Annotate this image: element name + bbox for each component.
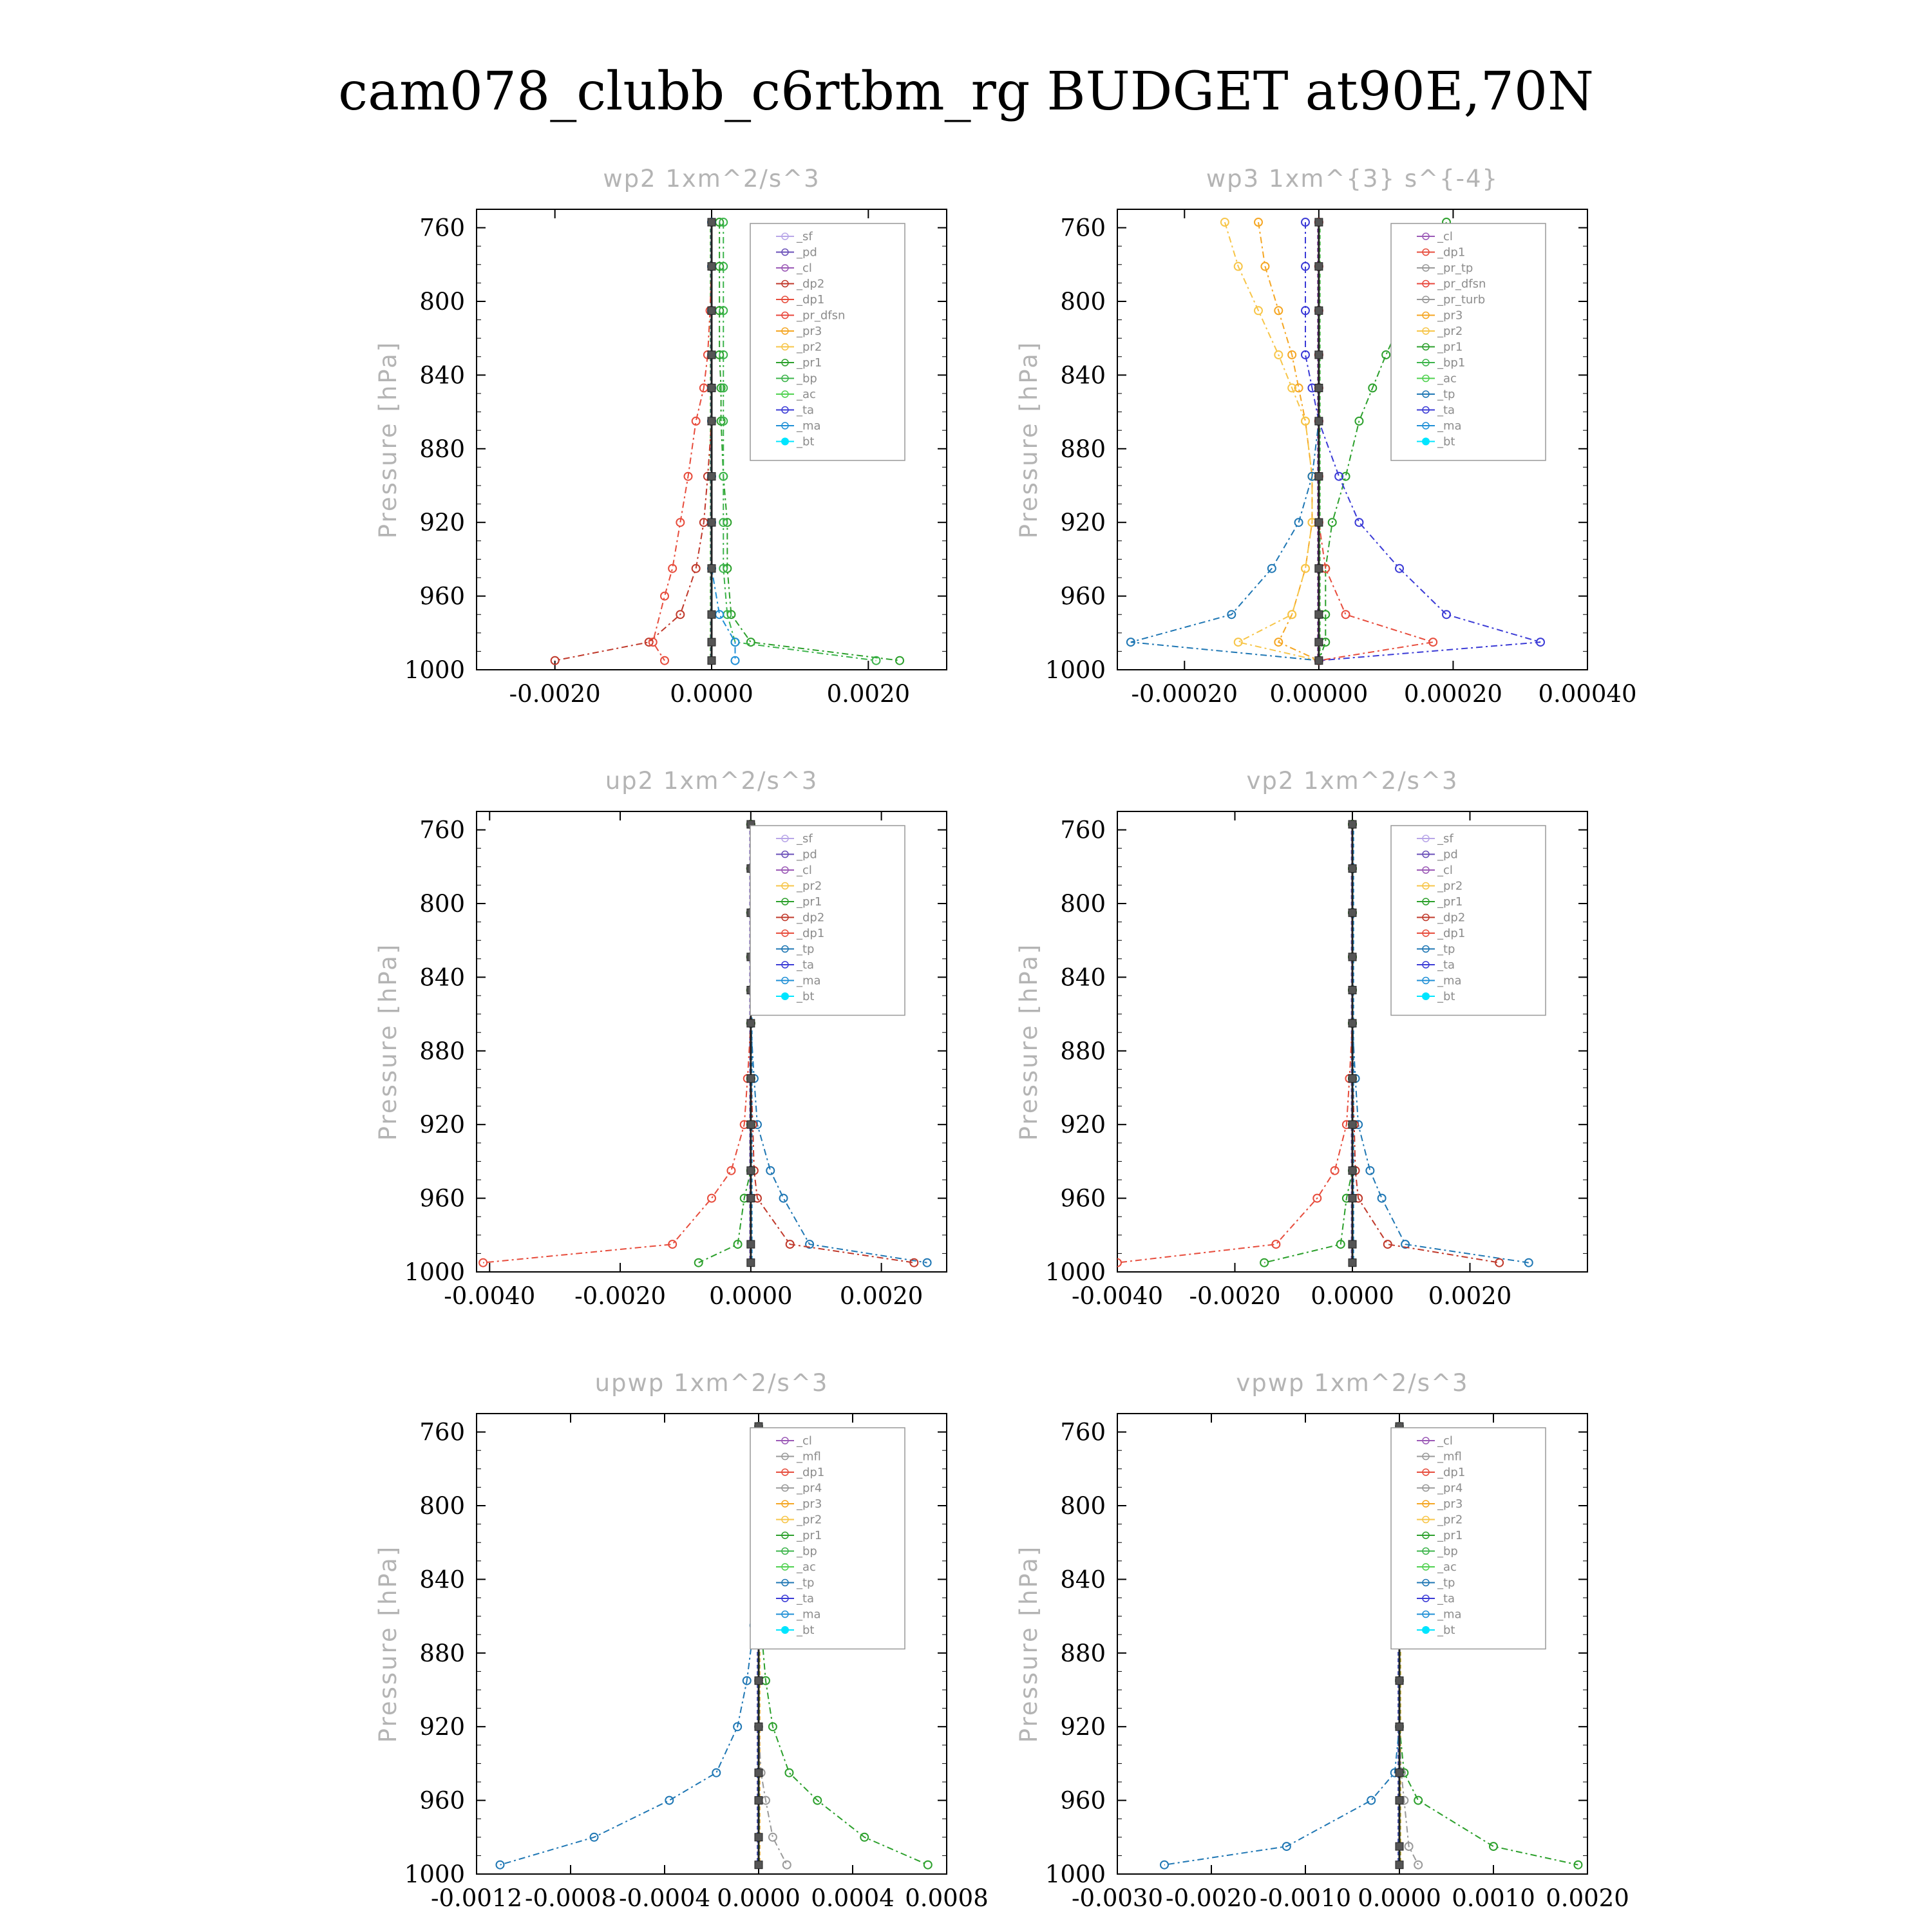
- legend-label: _bp: [1437, 1544, 1458, 1558]
- legend-label: _bt: [1437, 1624, 1455, 1637]
- legend-label: _tp: [797, 1576, 815, 1590]
- panel-3: [1015, 767, 1587, 1310]
- series-marker_tp: [1367, 1797, 1375, 1804]
- legend-label: _pr3: [797, 1497, 822, 1511]
- series-line_dp2: [555, 222, 712, 661]
- series-marker_pr1: [924, 1861, 932, 1869]
- legend-marker: [1422, 438, 1430, 446]
- y-tick-label: 760: [419, 816, 465, 844]
- series-marker_bt: [1396, 1797, 1403, 1804]
- y-tick-label: 960: [1060, 1184, 1106, 1213]
- y-tick-label: 960: [419, 582, 465, 611]
- series-marker_bt: [1396, 1861, 1403, 1869]
- y-tick-label: 960: [1060, 582, 1106, 611]
- series-marker_tp: [766, 1167, 774, 1175]
- series-marker_bt: [1315, 473, 1323, 480]
- series-marker_dp1: [1331, 1167, 1339, 1175]
- x-tick-label: -0.0010: [1260, 1884, 1351, 1912]
- series-line_tp: [1164, 1426, 1399, 1865]
- legend-label: _ta: [797, 1592, 815, 1605]
- x-tick-label: -0.0008: [525, 1884, 616, 1912]
- series-marker_bt: [708, 263, 715, 270]
- legend-label: _cl: [797, 864, 812, 877]
- y-tick-label: 800: [419, 1492, 465, 1520]
- y-tick-label: 880: [419, 435, 465, 463]
- y-axis-label: Pressure [hPa]: [374, 340, 402, 539]
- y-tick-label: 800: [1060, 288, 1106, 316]
- legend-marker: [781, 1626, 789, 1634]
- legend-label: _cl: [797, 261, 812, 275]
- legend-label: _ma: [1437, 419, 1462, 433]
- legend-label: _sf: [1437, 832, 1454, 846]
- x-tick-label: 0.0000: [1311, 1282, 1394, 1310]
- x-tick-label: 0.0010: [1452, 1884, 1535, 1912]
- y-axis-label: Pressure [hPa]: [1015, 1544, 1043, 1743]
- x-tick-label: -0.0020: [1189, 1282, 1281, 1310]
- series-marker_bt: [1396, 1842, 1403, 1850]
- y-tick-label: 880: [419, 1037, 465, 1065]
- series-marker_bt: [1349, 1259, 1356, 1267]
- series-marker_bt: [708, 473, 715, 480]
- series-line_tp: [1131, 222, 1319, 661]
- legend-box: [1391, 223, 1546, 460]
- legend-label: _tp: [1437, 1576, 1455, 1590]
- y-tick-label: 800: [419, 890, 465, 918]
- series-marker_bt: [755, 1723, 762, 1730]
- panel-title: wp3 1xm^{3} s^{-4}: [1206, 165, 1499, 193]
- legend-label: _ta: [1437, 958, 1455, 972]
- legend-label: _pr4: [797, 1481, 822, 1495]
- series-marker_bt: [1349, 1075, 1356, 1083]
- series-marker_dp1: [661, 592, 668, 600]
- legend-label: _dp1: [1437, 927, 1466, 940]
- series-marker_bt: [1315, 518, 1323, 526]
- series-marker_bt: [1315, 263, 1323, 270]
- legend-label: _pr_dfsn: [797, 308, 846, 323]
- series-marker_bt: [755, 1861, 762, 1869]
- series-line_dp1: [653, 222, 712, 661]
- legend-label: _pd: [797, 848, 817, 862]
- panel-title: wp2 1xm^2/s^3: [603, 165, 820, 193]
- legend-label: _dp2: [1437, 911, 1466, 925]
- panel-title: up2 1xm^2/s^3: [605, 767, 819, 795]
- y-tick-label: 840: [419, 963, 465, 992]
- series-marker_bt: [747, 1019, 755, 1027]
- legend-label: _ta: [1437, 1592, 1455, 1605]
- legend-marker: [781, 992, 789, 1000]
- legend-label: _dp1: [797, 293, 825, 307]
- y-tick-label: 960: [419, 1786, 465, 1815]
- series-marker_tp: [665, 1797, 673, 1804]
- series-marker_bt: [1315, 417, 1323, 425]
- series-marker_bt: [1315, 657, 1323, 665]
- legend-label: _pr3: [797, 325, 822, 338]
- legend-label: _cl: [1437, 864, 1453, 877]
- legend-label: _ac: [1437, 372, 1457, 386]
- y-tick-label: 880: [419, 1639, 465, 1667]
- x-tick-label: -0.0040: [1072, 1282, 1163, 1310]
- legend-label: _dp1: [1437, 245, 1466, 260]
- legend-label: _bp: [797, 1544, 817, 1558]
- panel-5: [1015, 1369, 1629, 1912]
- panel-0: [374, 165, 947, 708]
- x-tick-label: -0.0012: [431, 1884, 522, 1912]
- x-tick-label: -0.0020: [1166, 1884, 1257, 1912]
- series-line_tp: [500, 1426, 759, 1865]
- legend-label: _dp1: [1437, 1466, 1466, 1479]
- series-marker_bt: [1349, 820, 1356, 828]
- legend-marker: [1422, 992, 1430, 1000]
- series-marker_bt: [1315, 638, 1323, 646]
- series-line_ma: [712, 222, 735, 661]
- y-tick-label: 920: [419, 509, 465, 537]
- series-marker_bt: [747, 1259, 755, 1267]
- legend-label: _pd: [1437, 848, 1458, 862]
- y-tick-label: 920: [1060, 509, 1106, 537]
- legend-label: _ac: [797, 388, 816, 401]
- legend-marker: [1422, 1626, 1430, 1634]
- legend-label: _pr1: [797, 356, 822, 370]
- legend-label: _pd: [797, 245, 817, 260]
- series-marker_dp1: [727, 1167, 735, 1175]
- series-marker_bt: [1349, 986, 1356, 994]
- y-tick-label: 880: [1060, 1037, 1106, 1065]
- series-marker_pr4: [783, 1861, 791, 1869]
- series-marker_bt: [1349, 1121, 1356, 1128]
- legend-label: _bt: [1437, 990, 1455, 1003]
- legend-label: _pr2: [1437, 325, 1463, 338]
- legend-label: _bp1: [1437, 356, 1466, 370]
- series-marker_bt: [1396, 1769, 1403, 1777]
- series-line_pr1: [699, 824, 751, 1263]
- legend-label: _ma: [797, 1607, 821, 1622]
- legend-label: _pr3: [1437, 308, 1463, 323]
- legend-label: _ta: [1437, 403, 1455, 417]
- y-tick-label: 800: [419, 288, 465, 316]
- series-marker_bt: [1315, 218, 1323, 226]
- x-tick-label: 0.0008: [905, 1884, 989, 1912]
- legend-label: _dp1: [797, 927, 825, 940]
- series-marker_bt: [708, 307, 715, 314]
- legend-box: [750, 1428, 905, 1649]
- panel-title: vp2 1xm^2/s^3: [1246, 767, 1459, 795]
- x-tick-label: 0.0020: [826, 680, 911, 708]
- legend-box: [1391, 826, 1546, 1016]
- legend-label: _cl: [1437, 230, 1453, 243]
- series-line_dp1: [1117, 824, 1352, 1263]
- series-marker_ta: [1355, 518, 1363, 526]
- legend-label: _pr2: [797, 1513, 822, 1527]
- x-tick-label: 0.0020: [1546, 1884, 1629, 1912]
- series-marker_bt: [708, 417, 715, 425]
- series-marker_bt: [1349, 1167, 1356, 1175]
- y-tick-label: 760: [1060, 214, 1106, 242]
- series-marker_tp: [1378, 1195, 1386, 1202]
- legend-label: _pr3: [1437, 1497, 1463, 1511]
- series-line_pr2: [1225, 222, 1319, 661]
- series-marker_bt: [708, 657, 715, 665]
- y-axis-label: Pressure [hPa]: [374, 942, 402, 1141]
- series-marker_bt: [1315, 611, 1323, 618]
- x-tick-label: 0.0000: [717, 1884, 800, 1912]
- y-axis-label: Pressure [hPa]: [374, 1544, 402, 1743]
- legend-label: _pr_tp: [1437, 261, 1473, 275]
- legend-label: _pr_turb: [1437, 293, 1486, 307]
- series-marker_bt: [708, 218, 715, 226]
- legend-label: _tp: [1437, 388, 1455, 401]
- panel-4: [374, 1369, 989, 1912]
- legend-label: _pr2: [1437, 879, 1463, 893]
- legend-label: _dp2: [797, 911, 825, 925]
- legend-label: _cl: [797, 1434, 812, 1448]
- y-tick-label: 920: [419, 1111, 465, 1139]
- series-marker_pr1: [785, 1769, 793, 1777]
- series-marker_bt: [755, 1677, 762, 1685]
- y-tick-label: 760: [419, 1418, 465, 1446]
- series-marker_tp: [712, 1769, 720, 1777]
- x-tick-label: -0.0020: [574, 1282, 667, 1310]
- panel-title: upwp 1xm^2/s^3: [594, 1369, 829, 1397]
- y-tick-label: 920: [419, 1713, 465, 1741]
- series-marker_bt: [755, 1797, 762, 1804]
- legend-label: _ta: [797, 403, 815, 417]
- y-tick-label: 1000: [1045, 656, 1106, 684]
- series-marker_tp: [780, 1195, 788, 1202]
- legend-label: _pr1: [1437, 895, 1463, 909]
- y-tick-label: 760: [1060, 1418, 1106, 1446]
- y-tick-label: 1000: [404, 1861, 465, 1888]
- series-marker_pr4: [769, 1833, 777, 1841]
- legend-label: _cl: [1437, 1434, 1453, 1448]
- series-marker_tp: [1366, 1167, 1374, 1175]
- series-marker_bt: [1315, 351, 1323, 359]
- series-marker_bt: [747, 1075, 755, 1083]
- y-tick-label: 960: [1060, 1786, 1106, 1815]
- series-marker_bt: [1349, 909, 1356, 916]
- series-marker_bt: [755, 1833, 762, 1841]
- legend-label: _ma: [797, 974, 821, 988]
- legend-label: _sf: [797, 230, 813, 243]
- legend-label: _pr2: [797, 879, 822, 893]
- series-marker_bt: [708, 638, 715, 646]
- legend-label: _ma: [1437, 974, 1462, 988]
- legend-label: _bt: [797, 1624, 815, 1637]
- legend-label: _pr1: [797, 1529, 822, 1542]
- series-line_pr1: [1264, 824, 1352, 1263]
- series-marker_bt: [1396, 1677, 1403, 1685]
- legend-label: _bt: [797, 435, 815, 449]
- x-tick-label: 0.0020: [1428, 1282, 1512, 1310]
- series-marker_pr1: [1490, 1842, 1497, 1850]
- x-tick-label: -0.0020: [509, 680, 601, 708]
- legend-box: [750, 826, 905, 1016]
- panel-title: vpwp 1xm^2/s^3: [1236, 1369, 1469, 1397]
- x-tick-label: 0.0000: [1358, 1884, 1441, 1912]
- x-tick-label: 0.00000: [1269, 680, 1368, 708]
- y-axis-label: Pressure [hPa]: [1015, 942, 1043, 1141]
- series-marker_bt: [747, 1167, 755, 1175]
- series-marker_bt: [1396, 1723, 1403, 1730]
- legend-label: _ac: [1437, 1560, 1457, 1574]
- y-tick-label: 1000: [1045, 1861, 1106, 1888]
- y-tick-label: 880: [1060, 1639, 1106, 1667]
- series-marker_bt: [1349, 953, 1356, 961]
- series-marker_bt: [747, 1121, 755, 1128]
- legend-label: _pr1: [797, 895, 822, 909]
- y-tick-label: 840: [1060, 361, 1106, 390]
- legend-label: _ma: [797, 419, 821, 433]
- legend-box: [750, 223, 905, 460]
- y-tick-label: 920: [1060, 1111, 1106, 1139]
- y-tick-label: 760: [1060, 816, 1106, 844]
- x-tick-label: -0.00020: [1131, 680, 1238, 708]
- x-tick-label: -0.0030: [1072, 1884, 1163, 1912]
- figure-title: cam078_clubb_c6rtbm_rg BUDGET at90E,70N: [338, 61, 1594, 122]
- series-marker_bt: [747, 1240, 755, 1248]
- legend-label: _bt: [797, 990, 815, 1003]
- series-marker_bt: [708, 518, 715, 526]
- legend-label: _dp2: [797, 277, 825, 291]
- legend-label: _ta: [797, 958, 815, 972]
- y-tick-label: 840: [1060, 963, 1106, 992]
- y-tick-label: 840: [419, 1566, 465, 1594]
- series-marker_bt: [1349, 1240, 1356, 1248]
- legend-label: _mfl: [797, 1450, 821, 1464]
- legend-label: _mfl: [1437, 1450, 1462, 1464]
- y-tick-label: 1000: [1045, 1258, 1106, 1286]
- legend-label: _bp: [797, 372, 817, 386]
- y-tick-label: 840: [419, 361, 465, 390]
- panel-2: [374, 767, 947, 1310]
- legend-label: _sf: [797, 832, 813, 846]
- x-tick-label: 0.0020: [839, 1282, 923, 1310]
- legend-label: _tp: [797, 942, 815, 956]
- series-marker_bt: [755, 1769, 762, 1777]
- series-marker_bt: [708, 351, 715, 359]
- legend-label: _pr2: [797, 340, 822, 354]
- y-tick-label: 1000: [404, 656, 465, 684]
- series-marker_bt: [1349, 1019, 1356, 1027]
- y-tick-label: 840: [1060, 1566, 1106, 1594]
- series-marker_dp1: [1342, 611, 1350, 618]
- series-marker_bt: [708, 565, 715, 573]
- series-marker_pr1: [1414, 1797, 1422, 1804]
- legend-label: _dp1: [797, 1466, 825, 1479]
- legend-label: _pr_dfsn: [1437, 277, 1486, 291]
- y-tick-label: 960: [419, 1184, 465, 1213]
- legend-label: _pr1: [1437, 340, 1463, 354]
- legend-label: _tp: [1437, 942, 1455, 956]
- legend-label: _ma: [1437, 1607, 1462, 1622]
- x-tick-label: -0.0004: [619, 1884, 710, 1912]
- legend-label: _pr4: [1437, 1481, 1463, 1495]
- x-tick-label: 0.0000: [670, 680, 753, 708]
- x-tick-label: -0.0040: [444, 1282, 536, 1310]
- y-axis-label: Pressure [hPa]: [1015, 340, 1043, 539]
- y-tick-label: 920: [1060, 1713, 1106, 1741]
- panel-1: [1015, 165, 1637, 708]
- legend-label: _pr2: [1437, 1513, 1463, 1527]
- x-tick-label: 0.00020: [1403, 680, 1502, 708]
- x-tick-label: 0.0000: [709, 1282, 793, 1310]
- series-marker_bt: [1315, 565, 1323, 573]
- y-tick-label: 1000: [404, 1258, 465, 1286]
- series-marker_pr1: [1382, 351, 1390, 359]
- series-marker_bt: [1349, 1195, 1356, 1202]
- series-marker_bt: [1315, 307, 1323, 314]
- y-tick-label: 800: [1060, 1492, 1106, 1520]
- legend-marker: [781, 438, 789, 446]
- y-tick-label: 880: [1060, 435, 1106, 463]
- x-tick-label: 0.0004: [811, 1884, 895, 1912]
- series-line_dp1: [483, 824, 751, 1263]
- legend-label: _pr1: [1437, 1529, 1463, 1542]
- y-tick-label: 800: [1060, 890, 1106, 918]
- legend-box: [1391, 1428, 1546, 1649]
- series-line_pr3: [1258, 222, 1319, 661]
- legend-label: _bt: [1437, 435, 1455, 449]
- series-marker_ta: [1443, 611, 1450, 618]
- series-marker_dp1: [708, 1195, 715, 1202]
- legend-label: _ac: [797, 1560, 816, 1574]
- y-tick-label: 760: [419, 214, 465, 242]
- series-marker_bt: [747, 1195, 755, 1202]
- series-marker_bt: [708, 384, 715, 392]
- series-marker_bt: [1349, 865, 1356, 873]
- series-marker_bt: [1315, 384, 1323, 392]
- series-marker_bt: [708, 611, 715, 618]
- x-tick-label: 0.00040: [1538, 680, 1637, 708]
